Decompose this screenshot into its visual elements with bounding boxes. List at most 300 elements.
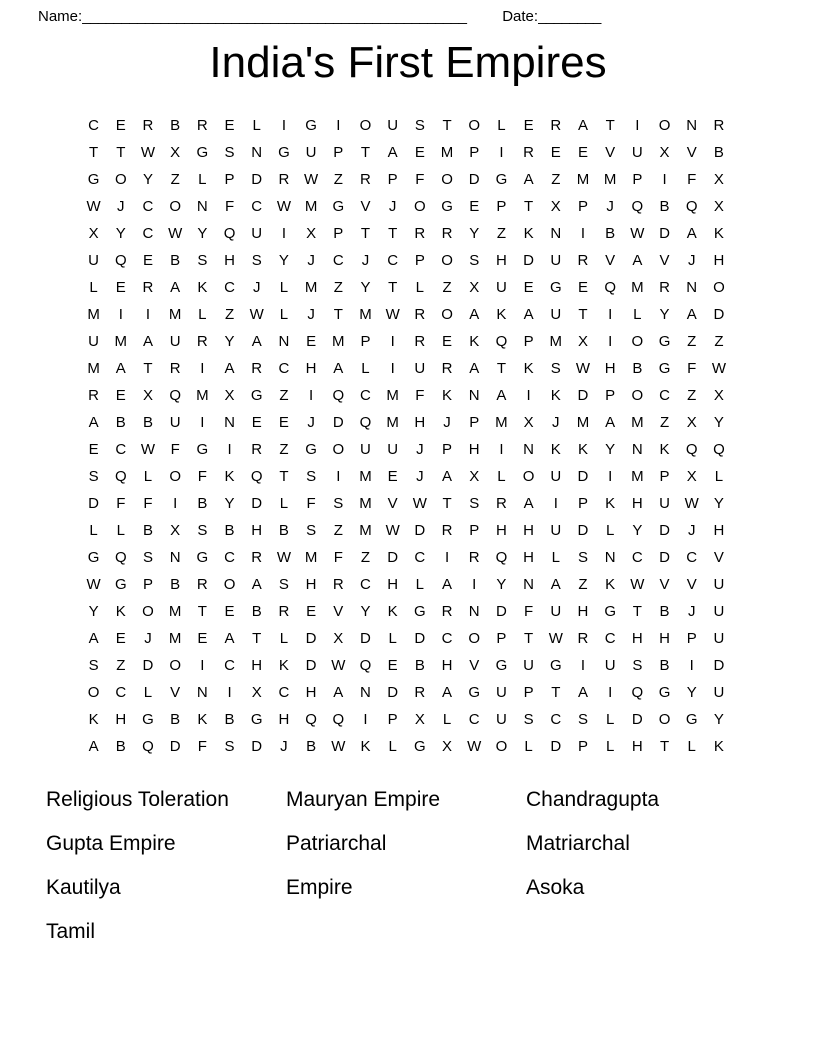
grid-letter[interactable]: U	[495, 711, 507, 728]
grid-letter[interactable]: I	[336, 468, 341, 485]
grid-letter[interactable]: G	[196, 549, 209, 566]
grid-letter[interactable]: D	[142, 657, 154, 674]
grid-letter[interactable]: P	[387, 711, 398, 728]
grid-letter[interactable]: F	[524, 603, 534, 620]
grid-letter[interactable]: L	[442, 711, 452, 728]
grid-letter[interactable]: J	[117, 198, 125, 215]
grid-letter[interactable]: C	[414, 549, 426, 566]
grid-letter[interactable]: N	[251, 144, 263, 161]
grid-letter[interactable]: K	[605, 495, 616, 512]
grid-letter[interactable]: I	[173, 495, 178, 512]
grid-letter[interactable]: Q	[142, 738, 154, 755]
grid-letter[interactable]: Y	[686, 684, 697, 701]
grid-letter[interactable]: I	[689, 657, 694, 674]
grid-letter[interactable]: T	[632, 603, 642, 620]
grid-letter[interactable]: A	[142, 333, 153, 350]
grid-letter[interactable]: Y	[713, 495, 724, 512]
grid-letter[interactable]: A	[224, 360, 235, 377]
grid-letter[interactable]: D	[659, 522, 670, 539]
grid-letter[interactable]: L	[388, 738, 397, 755]
grid-letter[interactable]: N	[523, 576, 535, 593]
grid-letter[interactable]: I	[580, 225, 586, 242]
grid-letter[interactable]: I	[499, 441, 504, 458]
grid-letter[interactable]: T	[442, 495, 452, 512]
grid-letter[interactable]: T	[524, 198, 534, 215]
grid-letter[interactable]: H	[659, 630, 670, 647]
grid-letter[interactable]: R	[550, 117, 562, 134]
grid-letter[interactable]: K	[713, 225, 724, 242]
grid-letter[interactable]: S	[469, 252, 480, 269]
grid-letter[interactable]: Y	[632, 522, 643, 539]
grid-letter[interactable]: M	[168, 603, 182, 620]
grid-letter[interactable]: Z	[279, 387, 289, 404]
grid-letter[interactable]: G	[196, 441, 209, 458]
grid-letter[interactable]: Y	[605, 441, 616, 458]
grid-letter[interactable]: B	[170, 711, 181, 728]
grid-letter[interactable]: L	[89, 522, 98, 539]
grid-letter[interactable]: C	[88, 117, 100, 134]
word-list-item[interactable]: Religious Toleration	[46, 788, 229, 811]
grid-letter[interactable]: U	[713, 630, 725, 647]
grid-letter[interactable]: X	[659, 144, 670, 161]
grid-letter[interactable]: E	[142, 252, 153, 269]
grid-letter[interactable]: A	[577, 117, 588, 134]
grid-letter[interactable]: W	[548, 630, 563, 647]
grid-letter[interactable]: A	[442, 468, 453, 485]
grid-letter[interactable]: J	[552, 414, 560, 431]
grid-letter[interactable]: R	[468, 549, 480, 566]
grid-letter[interactable]: C	[251, 198, 263, 215]
grid-letter[interactable]: M	[386, 414, 399, 431]
grid-letter[interactable]: B	[142, 522, 153, 539]
grid-letter[interactable]: H	[278, 711, 290, 728]
grid-letter[interactable]: M	[631, 279, 644, 296]
grid-letter[interactable]: H	[305, 360, 317, 377]
grid-letter[interactable]: E	[278, 414, 289, 431]
grid-letter[interactable]: A	[469, 360, 480, 377]
grid-letter[interactable]: V	[659, 252, 670, 269]
grid-letter[interactable]: U	[604, 657, 616, 674]
word-list-item[interactable]: Matriarchal	[526, 832, 630, 855]
grid-letter[interactable]: D	[305, 657, 317, 674]
grid-letter[interactable]: X	[442, 738, 453, 755]
grid-letter[interactable]: Y	[496, 576, 507, 593]
grid-letter[interactable]: J	[687, 522, 696, 539]
grid-letter[interactable]: Q	[169, 387, 181, 404]
grid-letter[interactable]: D	[251, 738, 263, 755]
grid-letter[interactable]: K	[115, 603, 126, 620]
grid-letter[interactable]: U	[387, 117, 399, 134]
grid-letter[interactable]: R	[414, 306, 426, 323]
grid-letter[interactable]: C	[224, 657, 235, 674]
grid-letter[interactable]: P	[142, 576, 153, 593]
grid-letter[interactable]: W	[575, 360, 591, 377]
grid-letter[interactable]: E	[442, 333, 453, 350]
grid-letter[interactable]: X	[142, 387, 153, 404]
grid-letter[interactable]: S	[224, 738, 235, 755]
grid-letter[interactable]: W	[331, 738, 346, 755]
grid-letter[interactable]: C	[142, 198, 154, 215]
grid-letter[interactable]: B	[170, 117, 181, 134]
grid-letter[interactable]: P	[496, 630, 507, 647]
grid-letter[interactable]: H	[441, 657, 453, 674]
grid-letter[interactable]: I	[390, 333, 395, 350]
grid-letter[interactable]: Y	[713, 414, 724, 431]
grid-letter[interactable]: S	[197, 252, 208, 269]
grid-letter[interactable]: L	[714, 468, 724, 485]
grid-letter[interactable]: T	[388, 279, 398, 296]
grid-letter[interactable]: I	[608, 333, 613, 350]
grid-letter[interactable]: M	[359, 522, 372, 539]
grid-letter[interactable]: S	[632, 657, 643, 674]
grid-letter[interactable]: P	[496, 198, 507, 215]
grid-letter[interactable]: T	[496, 360, 506, 377]
grid-letter[interactable]: C	[224, 279, 235, 296]
grid-letter[interactable]: L	[415, 279, 425, 296]
grid-letter[interactable]: M	[631, 414, 644, 431]
grid-letter[interactable]: X	[523, 414, 534, 431]
grid-letter[interactable]: I	[390, 360, 395, 377]
grid-letter[interactable]: J	[280, 738, 288, 755]
grid-letter[interactable]: F	[415, 387, 425, 404]
grid-letter[interactable]: H	[115, 711, 127, 728]
grid-letter[interactable]: P	[224, 171, 235, 188]
grid-letter[interactable]: W	[412, 495, 427, 512]
grid-letter[interactable]: R	[278, 603, 290, 620]
grid-letter[interactable]: C	[115, 684, 127, 701]
grid-letter[interactable]: S	[577, 549, 588, 566]
grid-letter[interactable]: G	[441, 198, 453, 215]
grid-letter[interactable]: Q	[713, 441, 725, 458]
grid-letter[interactable]: X	[686, 468, 697, 485]
grid-letter[interactable]: X	[713, 387, 724, 404]
grid-letter[interactable]: X	[170, 522, 181, 539]
grid-letter[interactable]: I	[363, 711, 368, 728]
grid-letter[interactable]: P	[577, 495, 588, 512]
grid-letter[interactable]: I	[608, 306, 613, 323]
grid-letter[interactable]: C	[550, 711, 562, 728]
grid-letter[interactable]: A	[605, 414, 616, 431]
grid-letter[interactable]: G	[278, 144, 290, 161]
grid-letter[interactable]: G	[250, 711, 263, 728]
grid-letter[interactable]: W	[86, 576, 101, 593]
grid-letter[interactable]: M	[332, 333, 345, 350]
grid-letter[interactable]: M	[576, 171, 590, 188]
grid-letter[interactable]: D	[88, 495, 100, 512]
grid-letter[interactable]: L	[605, 738, 615, 755]
grid-letter[interactable]: D	[169, 738, 181, 755]
grid-letter[interactable]: Z	[551, 171, 561, 188]
grid-letter[interactable]: M	[631, 468, 644, 485]
grid-letter[interactable]: O	[114, 171, 127, 188]
grid-letter[interactable]: E	[306, 333, 317, 350]
grid-letter[interactable]: J	[687, 603, 696, 620]
grid-letter[interactable]: U	[550, 306, 562, 323]
grid-letter[interactable]: R	[278, 171, 290, 188]
grid-letter[interactable]: V	[686, 576, 697, 593]
grid-letter[interactable]: V	[659, 576, 670, 593]
grid-letter[interactable]: J	[307, 414, 315, 431]
grid-letter[interactable]: Y	[88, 603, 99, 620]
grid-letter[interactable]: R	[414, 225, 426, 242]
grid-letter[interactable]: H	[251, 522, 263, 539]
grid-letter[interactable]: R	[441, 522, 453, 539]
grid-letter[interactable]: I	[200, 414, 205, 431]
grid-letter[interactable]: W	[385, 306, 400, 323]
grid-letter[interactable]: U	[88, 333, 100, 350]
grid-letter[interactable]: Q	[250, 468, 263, 485]
grid-letter[interactable]: M	[576, 414, 590, 431]
grid-letter[interactable]: C	[332, 252, 344, 269]
grid-letter[interactable]: I	[281, 225, 286, 242]
grid-letter[interactable]: F	[224, 198, 235, 215]
grid-letter[interactable]: P	[632, 171, 643, 188]
grid-letter[interactable]: X	[170, 144, 181, 161]
grid-letter[interactable]: Z	[333, 522, 343, 539]
grid-letter[interactable]: V	[469, 657, 480, 674]
grid-letter[interactable]: O	[522, 468, 535, 485]
grid-letter[interactable]: U	[713, 576, 725, 593]
grid-letter[interactable]: V	[170, 684, 181, 701]
grid-letter[interactable]: W	[276, 549, 291, 566]
grid-letter[interactable]: W	[276, 198, 291, 215]
grid-letter[interactable]: L	[551, 549, 560, 566]
grid-letter[interactable]: I	[580, 657, 586, 674]
grid-letter[interactable]: P	[659, 468, 670, 485]
grid-letter[interactable]: A	[469, 306, 480, 323]
grid-letter[interactable]: I	[281, 117, 286, 134]
grid-letter[interactable]: G	[685, 711, 698, 728]
grid-letter[interactable]: K	[605, 576, 616, 593]
grid-letter[interactable]: G	[549, 657, 562, 674]
grid-letter[interactable]: S	[306, 522, 317, 539]
grid-letter[interactable]: F	[170, 441, 180, 458]
grid-letter[interactable]: I	[200, 657, 205, 674]
grid-letter[interactable]: R	[414, 333, 426, 350]
grid-letter[interactable]: G	[604, 603, 616, 620]
grid-letter[interactable]: U	[550, 603, 562, 620]
grid-letter[interactable]: H	[523, 522, 535, 539]
grid-letter[interactable]: W	[331, 657, 346, 674]
grid-letter[interactable]: S	[224, 144, 235, 161]
grid-letter[interactable]: A	[686, 225, 697, 242]
grid-letter[interactable]: N	[278, 333, 290, 350]
grid-letter[interactable]: C	[686, 549, 698, 566]
grid-letter[interactable]: X	[686, 414, 697, 431]
grid-letter[interactable]: X	[306, 225, 317, 242]
grid-letter[interactable]: Q	[332, 387, 345, 404]
grid-letter[interactable]: R	[251, 441, 263, 458]
grid-letter[interactable]: D	[631, 711, 643, 728]
grid-letter[interactable]: W	[140, 144, 156, 161]
grid-letter[interactable]: Q	[332, 711, 345, 728]
grid-letter[interactable]: P	[577, 738, 588, 755]
grid-letter[interactable]: O	[495, 738, 508, 755]
grid-letter[interactable]: K	[360, 738, 371, 755]
grid-letter[interactable]: W	[304, 171, 319, 188]
grid-letter[interactable]: Z	[687, 333, 697, 350]
grid-letter[interactable]: G	[196, 144, 209, 161]
grid-letter[interactable]: T	[197, 603, 207, 620]
grid-letter[interactable]: L	[116, 522, 125, 539]
grid-letter[interactable]: T	[116, 144, 126, 161]
grid-letter[interactable]: A	[442, 576, 453, 593]
grid-letter[interactable]: R	[251, 549, 263, 566]
grid-letter[interactable]: N	[604, 549, 616, 566]
grid-letter[interactable]: I	[526, 387, 531, 404]
grid-letter[interactable]: R	[577, 252, 589, 269]
grid-letter[interactable]: L	[605, 711, 615, 728]
grid-letter[interactable]: H	[631, 495, 643, 512]
grid-letter[interactable]: J	[443, 414, 451, 431]
grid-letter[interactable]: D	[305, 630, 317, 647]
grid-letter[interactable]: U	[360, 441, 371, 458]
grid-letter[interactable]: F	[197, 738, 207, 755]
grid-letter[interactable]: W	[140, 441, 156, 458]
grid-letter[interactable]: R	[169, 360, 181, 377]
grid-letter[interactable]: I	[553, 495, 558, 512]
grid-letter[interactable]: Z	[116, 657, 126, 674]
grid-letter[interactable]: U	[523, 657, 535, 674]
grid-letter[interactable]: H	[713, 522, 725, 539]
grid-letter[interactable]: U	[414, 360, 426, 377]
grid-letter[interactable]: F	[306, 495, 316, 512]
word-list-item[interactable]: Asoka	[526, 876, 585, 899]
grid-letter[interactable]: S	[88, 657, 99, 674]
grid-letter[interactable]: H	[224, 252, 235, 269]
grid-letter[interactable]: M	[196, 387, 209, 404]
grid-letter[interactable]: I	[227, 684, 232, 701]
grid-letter[interactable]: K	[387, 603, 398, 620]
grid-letter[interactable]: P	[523, 333, 534, 350]
grid-letter[interactable]: N	[468, 387, 480, 404]
grid-letter[interactable]: P	[523, 684, 534, 701]
grid-letter[interactable]: E	[469, 198, 480, 215]
grid-letter[interactable]: Y	[224, 495, 235, 512]
grid-letter[interactable]: Z	[333, 171, 343, 188]
grid-letter[interactable]: A	[442, 684, 453, 701]
grid-letter[interactable]: T	[360, 225, 371, 242]
grid-letter[interactable]: H	[495, 252, 507, 269]
grid-letter[interactable]: X	[414, 711, 425, 728]
grid-letter[interactable]: R	[659, 279, 670, 296]
grid-letter[interactable]: Z	[714, 333, 724, 350]
grid-letter[interactable]: M	[87, 306, 100, 323]
grid-letter[interactable]: N	[169, 549, 181, 566]
grid-letter[interactable]: L	[252, 117, 261, 134]
grid-letter[interactable]: V	[605, 144, 616, 161]
grid-letter[interactable]: I	[145, 306, 151, 323]
grid-letter[interactable]: R	[142, 279, 154, 296]
grid-letter[interactable]: P	[442, 441, 453, 458]
grid-letter[interactable]: E	[577, 144, 588, 161]
grid-letter[interactable]: N	[686, 279, 698, 296]
grid-letter[interactable]: P	[333, 144, 344, 161]
grid-letter[interactable]: A	[523, 306, 534, 323]
grid-letter[interactable]: C	[278, 684, 290, 701]
grid-letter[interactable]: Q	[685, 198, 698, 215]
grid-letter[interactable]: V	[333, 603, 344, 620]
grid-letter[interactable]: W	[684, 495, 699, 512]
grid-letter[interactable]: S	[142, 549, 153, 566]
grid-letter[interactable]: K	[523, 225, 534, 242]
grid-letter[interactable]: W	[86, 198, 101, 215]
grid-letter[interactable]: P	[469, 522, 480, 539]
grid-letter[interactable]: J	[416, 441, 424, 458]
grid-letter[interactable]: N	[631, 441, 643, 458]
grid-letter[interactable]: Q	[604, 279, 616, 296]
grid-letter[interactable]: C	[278, 360, 290, 377]
grid-letter[interactable]: T	[442, 117, 452, 134]
grid-letter[interactable]: O	[658, 117, 671, 134]
grid-letter[interactable]: O	[468, 117, 481, 134]
grid-letter[interactable]: S	[550, 360, 561, 377]
grid-letter[interactable]: Q	[631, 684, 644, 701]
grid-letter[interactable]: O	[142, 603, 154, 620]
grid-letter[interactable]: K	[523, 360, 534, 377]
grid-letter[interactable]: M	[440, 144, 454, 161]
grid-letter[interactable]: E	[197, 630, 208, 647]
grid-letter[interactable]: T	[143, 360, 153, 377]
grid-letter[interactable]: M	[87, 360, 100, 377]
grid-letter[interactable]: Y	[142, 171, 153, 188]
grid-letter[interactable]: A	[333, 684, 344, 701]
grid-letter[interactable]: O	[414, 198, 426, 215]
grid-letter[interactable]: I	[118, 306, 123, 323]
grid-letter[interactable]: J	[687, 252, 696, 269]
grid-letter[interactable]: Z	[360, 549, 371, 566]
grid-letter[interactable]: G	[658, 333, 671, 350]
grid-letter[interactable]: C	[387, 252, 399, 269]
grid-letter[interactable]: O	[169, 198, 181, 215]
grid-letter[interactable]: E	[306, 603, 317, 620]
grid-letter[interactable]: P	[333, 225, 344, 242]
grid-letter[interactable]: T	[551, 684, 561, 701]
grid-letter[interactable]: Q	[685, 441, 698, 458]
grid-letter[interactable]: B	[605, 225, 616, 242]
grid-letter[interactable]: X	[88, 225, 99, 242]
grid-letter[interactable]: L	[279, 630, 289, 647]
grid-letter[interactable]: H	[577, 603, 589, 620]
grid-letter[interactable]: D	[414, 522, 426, 539]
grid-letter[interactable]: G	[549, 279, 562, 296]
grid-letter[interactable]: V	[713, 549, 724, 566]
grid-letter[interactable]: H	[631, 738, 643, 755]
grid-letter[interactable]: L	[198, 306, 207, 323]
grid-letter[interactable]: W	[249, 306, 264, 323]
grid-letter[interactable]: X	[577, 333, 588, 350]
grid-letter[interactable]: D	[251, 171, 263, 188]
grid-letter[interactable]: P	[577, 198, 588, 215]
grid-letter[interactable]: T	[388, 225, 398, 242]
grid-letter[interactable]: N	[550, 225, 562, 242]
grid-letter[interactable]: B	[170, 252, 181, 269]
grid-letter[interactable]: L	[415, 576, 425, 593]
grid-letter[interactable]: C	[631, 549, 643, 566]
grid-letter[interactable]: F	[143, 495, 153, 512]
grid-letter[interactable]: B	[224, 711, 235, 728]
grid-letter[interactable]: N	[523, 441, 535, 458]
grid-letter[interactable]: R	[414, 684, 426, 701]
grid-letter[interactable]: G	[468, 684, 481, 701]
grid-letter[interactable]: X	[713, 198, 724, 215]
grid-letter[interactable]: J	[307, 306, 315, 323]
word-list-item[interactable]: Patriarchal	[286, 832, 387, 855]
grid-letter[interactable]: B	[170, 576, 181, 593]
grid-letter[interactable]: G	[250, 387, 263, 404]
grid-letter[interactable]: V	[686, 144, 697, 161]
grid-letter[interactable]: B	[414, 657, 425, 674]
